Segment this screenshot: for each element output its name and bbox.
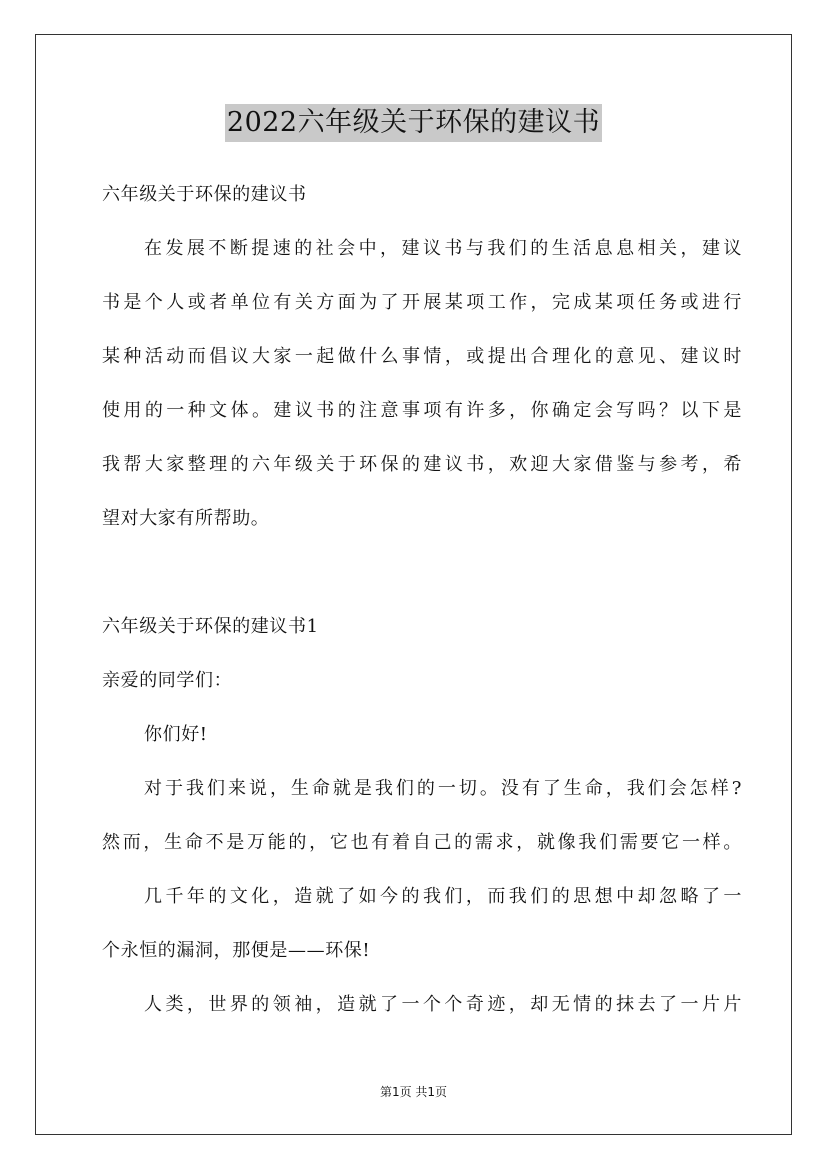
body-line: 然而，生命不是万能的，它也有着自己的需求，就像我们需要它一样。 [102, 832, 742, 853]
body-line: 对于我们来说，生命就是我们的一切。没有了生命，我们会怎样? [144, 778, 742, 799]
intro-line: 望对大家有所帮助。 [102, 508, 270, 529]
salutation: 亲爱的同学们： [102, 670, 233, 691]
intro-line: 使用的一种文体。建议书的注意事项有许多，你确定会写吗？以下是 [102, 400, 742, 421]
body-line: 几千年的文化，造就了如今的我们，而我们的思想中却忽略了一 [144, 886, 742, 907]
document-title: 2022六年级关于环保的建议书 [225, 104, 602, 142]
intro-line: 某种活动而倡议大家一起做什么事情，或提出合理化的意见、建议时 [102, 346, 742, 367]
document-subtitle: 六年级关于环保的建议书 [102, 184, 307, 205]
intro-line: 在发展不断提速的社会中，建议书与我们的生活息息相关，建议 [144, 238, 742, 259]
intro-line: 我帮大家整理的六年级关于环保的建议书，欢迎大家借鉴与参考，希 [102, 454, 742, 475]
body-line: 人类，世界的领袖，造就了一个个奇迹，却无情的抹去了一片片 [144, 994, 742, 1015]
intro-line: 书是个人或者单位有关方面为了开展某项工作，完成某项任务或进行 [102, 292, 742, 313]
body-line: 个永恒的漏洞，那便是——环保! [102, 940, 371, 961]
greeting: 你们好! [144, 724, 208, 745]
section-heading: 六年级关于环保的建议书1 [102, 616, 319, 637]
page-footer: 第1页 共1页 [379, 1085, 448, 1099]
title-container [0, 104, 827, 142]
